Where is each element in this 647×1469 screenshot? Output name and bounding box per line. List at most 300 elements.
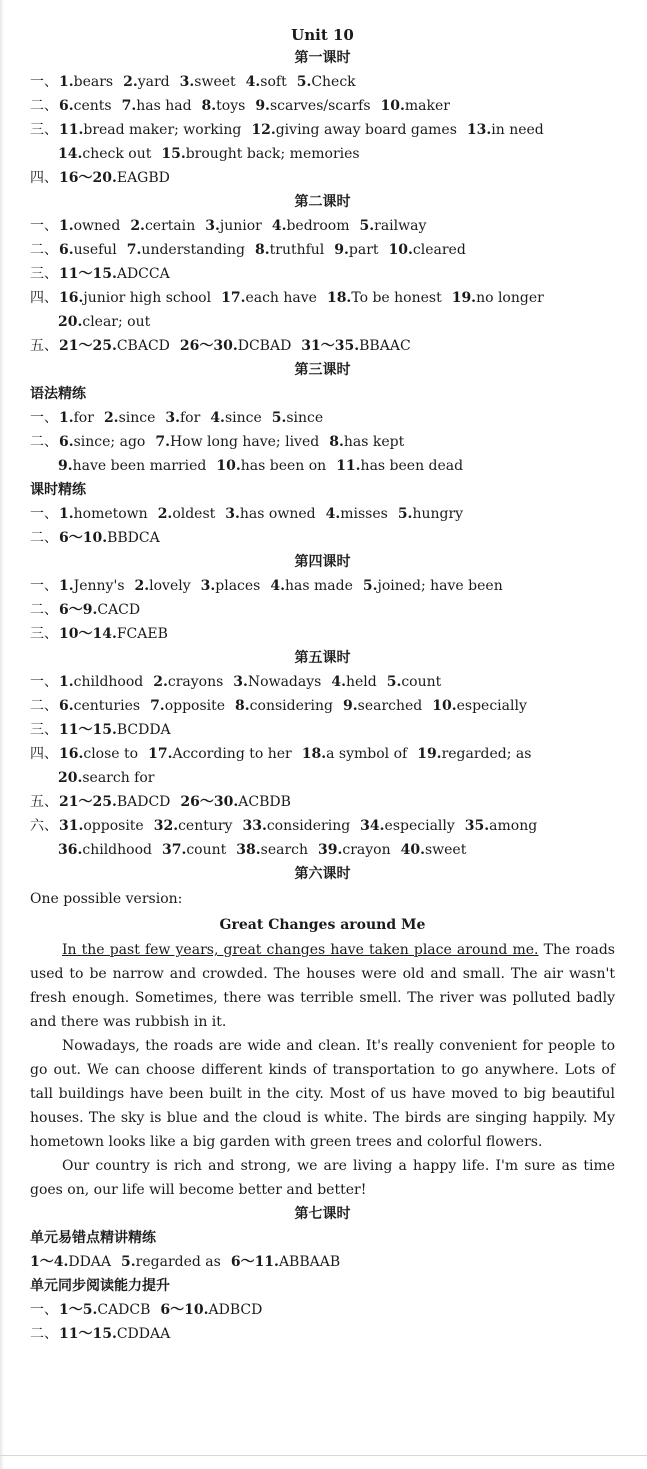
answer-item (251, 118, 457, 142)
answer-number: 9. (343, 698, 358, 714)
answer-item (318, 838, 391, 862)
answer-number: 31～35. (301, 338, 360, 354)
answer-item (389, 238, 466, 262)
answer-number: 2. (130, 218, 145, 234)
answer-item (122, 94, 192, 118)
answer-text: considering (266, 818, 351, 834)
answer-number: 10. (388, 242, 413, 258)
page-fold-shadow (0, 0, 4, 1469)
answer-item (331, 670, 376, 694)
answer-text: How long have; lived (169, 434, 320, 450)
answer-item (336, 454, 463, 478)
essay-paragraph: Nowadays, the roads are wide and clean. It's really convenient for people to go out. We can choose different kinds of transportation to go anywhere. Lots of tall buildings have been built in the city. Most of us have moved to big beautiful houses. The sky is blue and the cloud is white. The birds are singing happily. My hometown looks like a big garden with green trees and colorful flowers. (30, 1038, 615, 1150)
answer-item (150, 694, 225, 718)
answer-text: in need (491, 122, 544, 138)
answer-number: 4. (270, 578, 285, 594)
answer-number: 6. (59, 434, 74, 450)
answer-item (59, 406, 94, 430)
answer-item (233, 670, 321, 694)
page-bottom-divider (0, 1455, 647, 1456)
answer-number: 7. (126, 242, 142, 258)
answer-row (30, 526, 615, 550)
answer-number: 20. (58, 770, 83, 786)
answer-number: 16. (59, 746, 84, 762)
answer-item (360, 814, 455, 838)
answer-row (30, 238, 615, 262)
essay-paragraph: Our country is rich and strong, we are living a happy life. I'm sure as time goes on, our life will become better and better! (30, 1158, 615, 1198)
answer-text: has had (136, 98, 192, 114)
answer-item (130, 214, 195, 238)
answer-item (205, 214, 262, 238)
answer-item (334, 238, 378, 262)
answer-number: 8. (235, 698, 250, 714)
answer-item (59, 790, 170, 814)
answer-item (329, 430, 404, 454)
answer-text: useful (73, 242, 117, 258)
answer-text: owned (73, 218, 121, 234)
answer-number: 20. (58, 314, 83, 330)
answer-text: truthful (269, 242, 325, 258)
answer-number: 4. (271, 218, 287, 234)
answer-item (161, 142, 359, 166)
answer-number: 6～11. (230, 1254, 279, 1270)
section-title: 课时精练 (30, 482, 86, 498)
answer-item (297, 70, 356, 94)
answer-item (59, 166, 170, 190)
answer-number: 5. (362, 578, 378, 594)
answer-text: opposite (164, 698, 226, 714)
lesson-title: 第三课时 (294, 362, 351, 378)
unit-title: Unit 10 (291, 26, 354, 44)
answer-number: 16～20. (59, 170, 117, 186)
question-group-label: 四、 (30, 746, 58, 762)
answer-item (202, 94, 246, 118)
answer-row (30, 310, 615, 334)
answer-item (210, 406, 261, 430)
answer-text: check out (82, 146, 152, 162)
answer-number: 39. (318, 842, 343, 858)
answer-text: cleared (412, 242, 466, 258)
answer-number: 21～25. (59, 794, 117, 810)
answer-text: joined; have been (377, 578, 503, 594)
answer-number: 12. (251, 122, 276, 138)
answer-text: close to (83, 746, 139, 762)
question-group-label: 五、 (30, 794, 58, 810)
answer-number: 1. (59, 578, 74, 594)
answer-number: 32. (153, 818, 179, 834)
lesson-title: 第五课时 (294, 650, 351, 666)
answer-item (154, 814, 233, 838)
answer-number: 14. (58, 146, 83, 162)
answer-item (104, 406, 155, 430)
answer-text: hometown (73, 506, 148, 522)
answer-item (121, 1250, 221, 1274)
answer-item (452, 286, 544, 310)
question-group-label: 一、 (30, 674, 58, 690)
answer-number: 31. (59, 818, 84, 834)
answer-number: 6. (59, 98, 74, 114)
answer-row (30, 286, 615, 310)
answer-row (30, 430, 615, 454)
answer-number: 4. (210, 410, 225, 426)
question-group-label: 二、 (30, 242, 58, 258)
answer-number: 15. (161, 146, 186, 162)
answer-text: CACD (97, 602, 141, 618)
answer-item (59, 286, 211, 310)
question-group-label: 一、 (30, 74, 58, 90)
answer-text: since; ago (73, 434, 146, 450)
answer-number: 3. (200, 578, 216, 594)
answer-number: 2. (157, 506, 173, 522)
answer-text: ABBAAB (278, 1254, 341, 1270)
answer-item (465, 814, 537, 838)
answer-item (216, 454, 326, 478)
answer-text: railway (374, 218, 427, 234)
answer-text: for (73, 410, 94, 426)
answer-text: DCBAD (237, 338, 292, 354)
question-group-label: 三、 (30, 626, 58, 642)
answer-text: ACBDB (238, 794, 291, 810)
answer-number: 5. (271, 410, 287, 426)
answer-number: 34. (360, 818, 385, 834)
answer-row (30, 622, 615, 646)
answer-row (30, 1322, 615, 1346)
answer-text: has owned (239, 506, 316, 522)
answer-number: 38. (236, 842, 261, 858)
answer-item (59, 334, 170, 358)
answer-number: 11～15. (59, 1326, 117, 1342)
answer-text: EAGBD (116, 170, 170, 186)
answer-item (255, 94, 370, 118)
answer-item (59, 526, 160, 550)
answer-item (58, 310, 150, 334)
answer-number: 8. (201, 98, 217, 114)
answer-text: count (401, 674, 442, 690)
section-title: 语法精练 (30, 386, 86, 402)
answer-text: places (215, 578, 261, 594)
answer-item (127, 238, 245, 262)
answer-item (221, 286, 317, 310)
answer-item (401, 838, 467, 862)
answer-text: have been married (72, 458, 207, 474)
answer-item (58, 838, 152, 862)
answer-text: no longer (476, 290, 544, 306)
answer-row (30, 790, 615, 814)
question-group-label: 二、 (30, 530, 58, 546)
answer-number: 1～4. (30, 1254, 69, 1270)
answer-row (30, 574, 615, 598)
answer-row (30, 766, 615, 790)
answer-item (59, 214, 120, 238)
answer-item (246, 70, 287, 94)
answer-number: 3. (225, 506, 240, 522)
answer-text: since (224, 410, 262, 426)
answer-number: 16. (59, 290, 84, 306)
answer-item (302, 742, 407, 766)
answer-number: 5. (121, 1254, 136, 1270)
answer-number: 10. (432, 698, 457, 714)
answer-number: 3. (233, 674, 248, 690)
section-title: 单元易错点精讲精练 (30, 1230, 156, 1246)
answer-item (432, 694, 527, 718)
answer-item (160, 1298, 262, 1322)
answer-number: 6. (59, 242, 74, 258)
answer-number: 35. (464, 818, 490, 834)
answer-number: 11. (336, 458, 361, 474)
essay-intro: One possible version: (30, 891, 183, 907)
answer-row (30, 598, 615, 622)
answer-item (59, 430, 145, 454)
answer-item (272, 214, 350, 238)
answer-number: 3. (165, 410, 180, 426)
answer-number: 1. (59, 74, 74, 90)
answer-number: 36. (58, 842, 83, 858)
answer-number: 4. (245, 74, 261, 90)
answer-row (30, 454, 615, 478)
answer-number: 17. (148, 746, 173, 762)
answer-text: bedroom (286, 218, 350, 234)
answer-text: since (118, 410, 156, 426)
answer-text: maker (404, 98, 450, 114)
answer-number: 21～25. (59, 338, 117, 354)
answer-item (363, 574, 503, 598)
answer-row (30, 262, 615, 286)
question-group-label: 一、 (30, 1302, 58, 1318)
answer-text: misses (340, 506, 388, 522)
answer-text: has been on (240, 458, 327, 474)
answer-row (30, 694, 615, 718)
answer-text: regarded as (135, 1254, 221, 1270)
answer-row (30, 166, 615, 190)
question-group-label: 一、 (30, 506, 58, 522)
answer-item (467, 118, 544, 142)
answer-text: brought back; memories (185, 146, 360, 162)
answer-number: 7. (150, 698, 165, 714)
answer-row (30, 334, 615, 358)
question-group-label: 一、 (30, 218, 58, 234)
answer-text: ADCCA (116, 266, 170, 282)
answer-row (30, 118, 615, 142)
answer-number: 26～30. (179, 338, 238, 354)
lesson-title: 第四课时 (294, 554, 351, 570)
answer-item (59, 742, 138, 766)
answer-item (387, 670, 442, 694)
answer-text: among (489, 818, 538, 834)
answer-number: 1. (59, 506, 74, 522)
answer-text: bears (73, 74, 114, 90)
answer-row (30, 1250, 615, 1274)
answer-number: 26～30. (180, 794, 239, 810)
answer-row (30, 670, 615, 694)
question-group-label: 二、 (30, 98, 58, 114)
answer-item (59, 262, 170, 286)
answer-row (30, 94, 615, 118)
answer-text: CDDAA (116, 1326, 171, 1342)
answer-item (180, 70, 236, 94)
answer-number: 11. (59, 122, 84, 138)
answer-number: 17. (221, 290, 246, 306)
lesson-title: 第六课时 (294, 866, 351, 882)
answer-item (343, 694, 422, 718)
answer-text: has made (284, 578, 353, 594)
answer-item (242, 814, 350, 838)
answer-item (58, 142, 151, 166)
answer-item (58, 454, 206, 478)
question-group-label: 二、 (30, 1326, 58, 1342)
answer-item (59, 1322, 170, 1346)
answer-number: 6～9. (59, 602, 98, 618)
answer-item (398, 502, 463, 526)
answer-row (30, 406, 615, 430)
answer-number: 18. (301, 746, 327, 762)
answer-text: held (345, 674, 377, 690)
question-group-label: 三、 (30, 722, 58, 738)
answer-number: 11～15. (59, 266, 117, 282)
answer-text: BBDCA (107, 530, 160, 546)
answer-number: 37. (161, 842, 187, 858)
answer-number: 1. (59, 218, 74, 234)
answer-text: considering (249, 698, 334, 714)
essay-paragraph-text: The roads used to be narrow and crowded. The houses were old and small. The air wasn't fresh enough. Sometimes, there was terrible smell. The river was polluted badly and there was rubbish in it. (30, 942, 615, 1030)
answer-text: sweet (194, 74, 236, 90)
answer-number: 7. (121, 98, 137, 114)
answer-text: scarves/scarfs (269, 98, 371, 114)
answer-number: 40. (400, 842, 425, 858)
answer-row (30, 838, 615, 862)
answer-number: 6～10. (59, 530, 108, 546)
answer-item (360, 214, 427, 238)
answer-text: childhood (82, 842, 152, 858)
answer-item (155, 430, 319, 454)
essay-title: Great Changes around Me (219, 917, 426, 933)
answer-number: 1. (59, 674, 74, 690)
answer-text: childhood (73, 674, 144, 690)
essay-first-sentence: In the past few years, great changes have taken place around me. (62, 942, 539, 958)
answer-number: 6. (59, 698, 74, 714)
answer-number: 8. (255, 242, 270, 258)
answer-text: CADCB (97, 1302, 151, 1318)
answer-text: searched (357, 698, 423, 714)
answer-item (235, 694, 333, 718)
answer-text: since (286, 410, 324, 426)
answer-text: junior (219, 218, 262, 234)
answer-number: 6～10. (160, 1302, 209, 1318)
answer-text: crayons (167, 674, 224, 690)
answer-number: 13. (466, 122, 492, 138)
answer-text: cents (73, 98, 112, 114)
answer-text: sweet (424, 842, 467, 858)
answer-text: a symbol of (326, 746, 408, 762)
answer-text: especially (456, 698, 527, 714)
answer-text: ADBCD (208, 1302, 263, 1318)
answer-item (180, 334, 291, 358)
question-group-label: 四、 (30, 290, 58, 306)
section-title: 单元同步阅读能力提升 (30, 1278, 170, 1294)
answer-item (201, 574, 261, 598)
answer-row (30, 718, 615, 742)
answer-number: 7. (155, 434, 170, 450)
answer-text: soft (260, 74, 287, 90)
answer-text: understanding (141, 242, 245, 258)
answer-text: search (260, 842, 309, 858)
answer-text: BCDDA (116, 722, 171, 738)
answer-number: 9. (334, 242, 349, 258)
answer-number: 5. (296, 74, 312, 90)
answer-text: regarded; as (441, 746, 532, 762)
answer-text: yard (137, 74, 170, 90)
answer-text: oldest (172, 506, 216, 522)
answer-text: crayon (342, 842, 391, 858)
answer-item (327, 286, 442, 310)
answer-number: 3. (205, 218, 220, 234)
question-group-label: 三、 (30, 122, 58, 138)
answer-item (270, 574, 353, 598)
answer-number: 5. (397, 506, 413, 522)
answer-row (30, 70, 615, 94)
answer-number: 33. (242, 818, 267, 834)
answer-item (236, 838, 308, 862)
answer-number: 11～15. (59, 722, 117, 738)
answer-text: lovely (149, 578, 191, 594)
answer-text: toys (216, 98, 246, 114)
answer-text: Nowadays (247, 674, 322, 690)
answer-item (59, 718, 171, 742)
answer-item (158, 502, 216, 526)
answer-number: 10～14. (59, 626, 117, 642)
answer-item (381, 94, 450, 118)
answer-row (30, 142, 615, 166)
answer-item (58, 766, 154, 790)
answer-item (59, 94, 112, 118)
answer-item (225, 502, 315, 526)
answer-item (255, 238, 324, 262)
answer-item (59, 574, 125, 598)
answer-item (272, 406, 323, 430)
answer-text: CBACD (116, 338, 170, 354)
answer-row (30, 214, 615, 238)
answer-text: for (180, 410, 201, 426)
answer-item (59, 1298, 150, 1322)
answer-text: Jenny's (73, 578, 125, 594)
question-group-label: 一、 (30, 410, 58, 426)
question-group-label: 一、 (30, 578, 58, 594)
question-group-label: 五、 (30, 338, 58, 354)
answer-row (30, 742, 615, 766)
answer-text: BBAAC (359, 338, 411, 354)
answer-item (148, 742, 292, 766)
answer-number: 19. (451, 290, 477, 306)
answer-text: According to her (172, 746, 292, 762)
lesson-title: 第二课时 (294, 194, 351, 210)
answer-number: 19. (417, 746, 442, 762)
answer-text: Check (311, 74, 356, 90)
essay-paragraph (30, 938, 615, 1034)
answer-number: 2. (103, 410, 119, 426)
answer-number: 1～5. (59, 1302, 98, 1318)
answer-item (301, 334, 410, 358)
question-group-label: 二、 (30, 602, 58, 618)
answer-row (30, 1298, 615, 1322)
lesson-title: 第七课时 (294, 1206, 351, 1222)
question-group-label: 二、 (30, 698, 58, 714)
answer-text: century (178, 818, 233, 834)
answer-item (59, 814, 144, 838)
answer-row (30, 814, 615, 838)
answer-number: 2. (134, 578, 150, 594)
answer-item (59, 118, 241, 142)
question-group-label: 四、 (30, 170, 58, 186)
answer-item (59, 694, 140, 718)
